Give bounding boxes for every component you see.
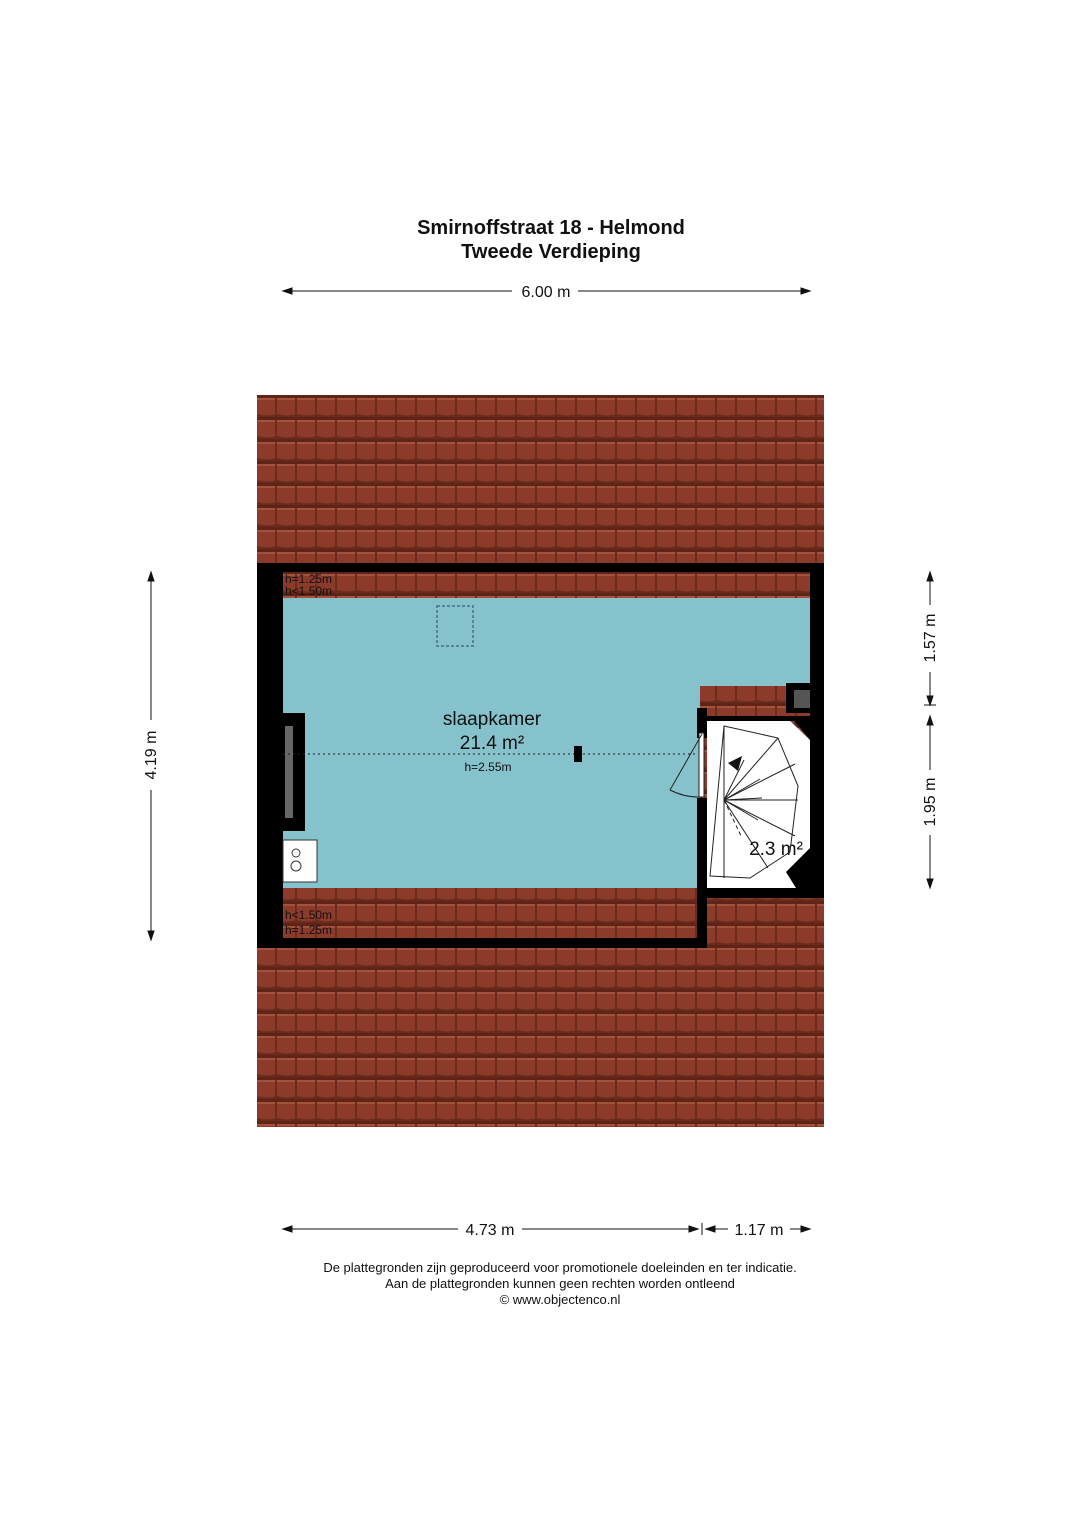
boiler (283, 840, 317, 882)
copyright-line: © www.objectenco.nl (499, 1292, 621, 1307)
dimension-right-lower-label: 1.95 m (922, 777, 939, 827)
address-title: Smirnoffstraat 18 - Helmond (417, 217, 685, 239)
dimension-bottom-right-label: 1.17 m (734, 1222, 784, 1239)
stair-area: 2.3 m² (749, 839, 803, 860)
bedroom-area: 21.4 m² (459, 733, 525, 754)
ridge-post (574, 746, 582, 762)
floor-title: Tweede Verdieping (461, 241, 641, 263)
dimension-right-upper-label: 1.57 m (922, 613, 939, 663)
chimney-inner (794, 690, 810, 708)
dimension-bottom (283, 1223, 810, 1235)
height-note-bottom-2: h=1.25m (285, 923, 333, 937)
disclaimer-line-1: De plattegronden zijn geproduceerd voor promotionele doeleinden en ter indicatie. (323, 1260, 797, 1275)
dimension-left-label: 4.19 m (143, 730, 160, 780)
dimension-top-label: 6.00 m (521, 284, 571, 301)
height-note-top-1: h=1.25m (285, 572, 333, 586)
height-note-top-2: h<1.50m (285, 584, 333, 598)
disclaimer-line-2: Aan de plattegronden kunnen geen rechten worden ontleend (385, 1276, 735, 1291)
dimension-bottom-left-label: 4.73 m (465, 1222, 515, 1239)
bedroom-height: h=2.55m (464, 760, 512, 774)
height-note-bottom-1: h<1.50m (285, 908, 333, 922)
bedroom-name: slaapkamer (442, 709, 542, 730)
radiator (285, 726, 293, 818)
